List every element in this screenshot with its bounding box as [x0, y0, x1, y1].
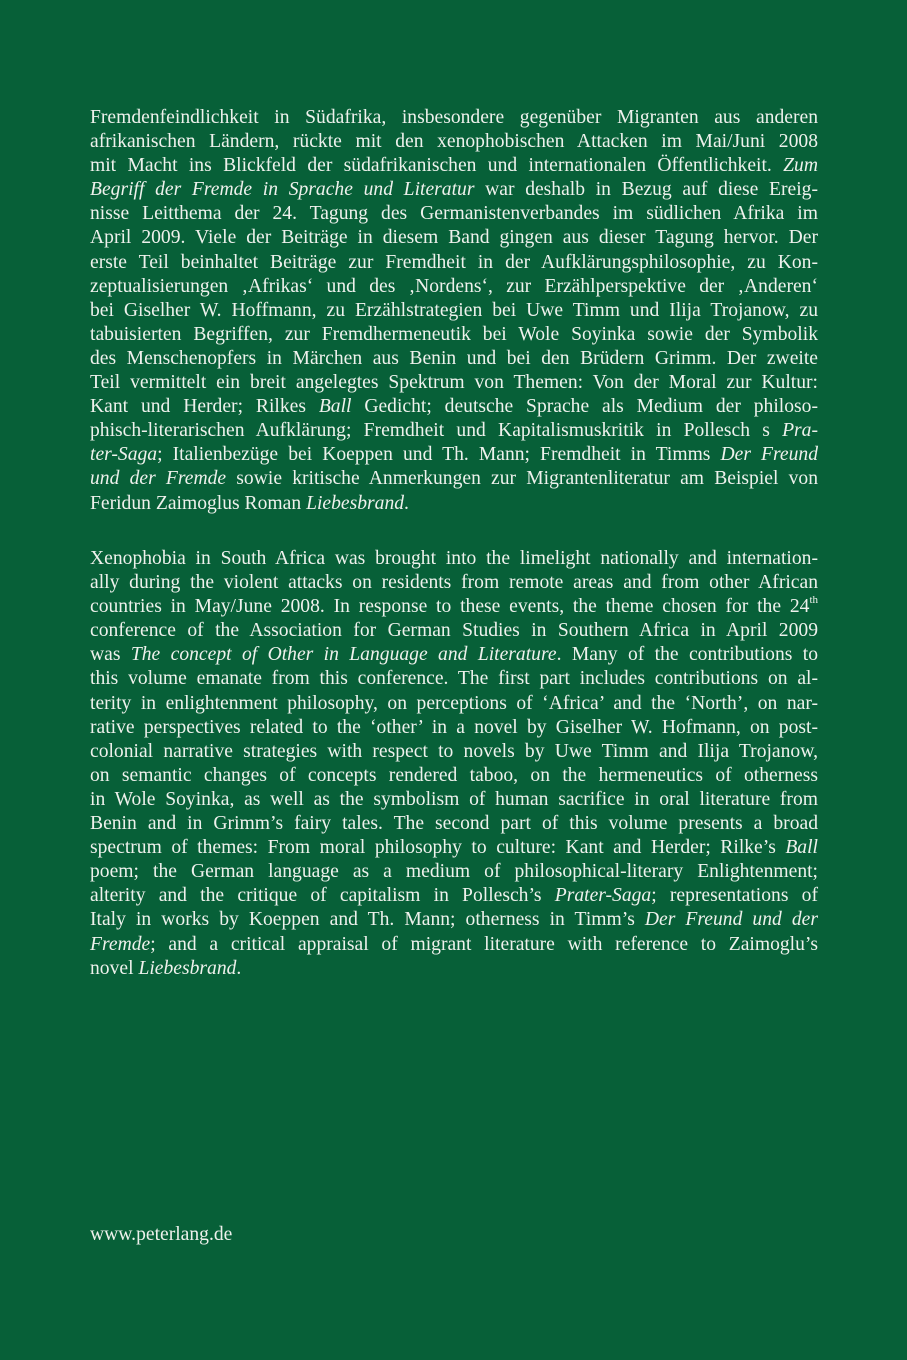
english-blurb-line: [90, 812, 818, 836]
german-blurb-line: [90, 251, 818, 275]
german-blurb-line: [90, 154, 818, 178]
text-run: ; representations of: [651, 885, 818, 907]
text-run: on semantic changes of concepts rendered taboo, on the hermeneutics of otherness: [90, 764, 818, 786]
text-run: Italy in works by Koeppen and Th. Mann; otherness in Timm’s: [90, 909, 645, 931]
english-blurb-line: [90, 908, 818, 932]
text-run: sowie kritische Anmerkungen zur Migrantenliteratur am Beispiel von: [226, 468, 819, 490]
text-run: .: [236, 957, 242, 979]
english-blurb: [90, 547, 818, 981]
text-run: .: [404, 492, 409, 514]
text-run: was: [90, 644, 131, 666]
text-run: Fremdenfeindlichkeit in Südafrika, insbesondere gegenüber Migranten aus anderen: [90, 107, 818, 128]
german-blurb-line: [90, 371, 818, 395]
english-blurb-line: [90, 836, 818, 860]
text-run: phisch-literarischen Aufklärung; Fremdheit und Kapitalismuskritik in Pollesch s: [90, 420, 783, 442]
text-run: alterity and the critique of capitalism in Pollesch’s: [90, 885, 555, 907]
text-run: this volume emanate from this conference. The first part includes contributions on al-: [90, 668, 818, 690]
text-run: ; Italienbezüge bei Koeppen und Th. Mann; Fremdheit in Timms: [157, 444, 721, 466]
italic-title: Fremde: [90, 933, 151, 955]
german-blurb: [90, 106, 818, 516]
text-run: spectrum of themes: From moral philosophy to culture: Kant and Herder; Rilke’s: [90, 837, 786, 859]
italic-title: und der Fremde: [90, 468, 227, 490]
italic-title: Liebesbrand: [138, 957, 237, 979]
text-run: . Many of the contributions to: [556, 644, 818, 666]
text-run: Benin and in Grimm’s fairy tales. The second part of this volume presents a broad: [90, 813, 818, 835]
english-blurb-line: [90, 595, 818, 619]
english-blurb-line: [90, 740, 818, 764]
text-run: Teil vermittelt ein breit angelegtes Spektrum von Themen: Von der Moral zur Kultur:: [90, 372, 818, 394]
english-blurb-line: [90, 764, 818, 788]
english-blurb-line: [90, 860, 818, 884]
english-blurb-line: [90, 547, 818, 571]
italic-title: Pra-: [782, 420, 818, 442]
english-blurb-line: [90, 716, 818, 740]
italic-title: The concept of Other in Language and Literature: [130, 644, 557, 666]
german-blurb-line: [90, 202, 818, 226]
text-run: in Wole Soyinka, as well as the symbolism of human sacrifice in oral literature from: [90, 788, 818, 810]
german-blurb-line: [90, 347, 818, 371]
text-run: April 2009. Viele der Beiträge in diesem Band gingen aus dieser Tagung hervor. Der: [90, 227, 818, 249]
text-run: ; and a critical appraisal of migrant literature with reference to Zaimoglu’s: [150, 933, 818, 955]
text-run: conference of the Association for German Studies in Southern Africa in April 2009: [90, 620, 818, 642]
english-blurb-line: [90, 957, 818, 981]
text-run: nisse Leitthema der 24. Tagung des Germanistenverbandes im südlichen Afrika im: [90, 203, 818, 225]
text-run: zeptualisierungen ‚Afrikas‘ und des ‚Nordens‘, zur Erzählperspektive der ‚Anderen‘: [90, 275, 818, 297]
superscript: th: [809, 593, 818, 606]
text-run: countries in May/June 2008. In response to these events, the theme chosen for the 24: [90, 596, 810, 618]
german-blurb-line: [90, 106, 818, 130]
english-blurb-line: [90, 643, 818, 667]
text-run: Xenophobia in South Africa was brought into the limelight nationally and internation-: [90, 548, 818, 569]
german-blurb-line: [90, 323, 818, 347]
german-blurb-line: [90, 492, 818, 516]
text-run: tabuisierten Begriffen, zur Fremdhermeneutik bei Wole Soyinka sowie der Symbolik: [90, 323, 818, 345]
german-blurb-line: [90, 419, 818, 443]
german-blurb-line: [90, 130, 818, 154]
german-blurb-line: [90, 178, 818, 202]
text-run: Feridun Zaimoglus Roman: [90, 492, 307, 514]
text-run: Gedicht; deutsche Sprache als Medium der philoso-: [351, 396, 818, 418]
italic-title: Ball: [318, 396, 352, 418]
english-blurb-line: [90, 884, 818, 908]
text-run: des Menschenopfers in Märchen aus Benin und bei den Brüdern Grimm. Der zweite: [90, 347, 818, 369]
text-run: novel: [90, 957, 139, 979]
text-run: rative perspectives related to the ‘other’ in a novel by Giselher W. Hofmann, on post-: [90, 716, 818, 738]
german-blurb-line: [90, 275, 818, 299]
text-run: war deshalb in Bezug auf diese Ereig-: [474, 179, 818, 201]
text-run: erste Teil beinhaltet Beiträge zur Fremdheit in der Aufklärungsphilosophie, zu Kon-: [90, 251, 818, 273]
italic-title: Der Freund: [720, 444, 819, 466]
german-blurb-line: [90, 443, 818, 467]
italic-title: Liebesbrand: [306, 492, 405, 514]
text-run: Kant und Herder; Rilkes: [90, 396, 319, 418]
italic-title: Begriff der Fremde in Sprache und Literatur: [90, 179, 475, 201]
text-run: poem; the German language as a medium of philosophical-literary Enlightenment;: [90, 861, 818, 883]
english-blurb-line: [90, 667, 818, 691]
text-run: bei Giselher W. Hoffmann, zu Erzählstrategien bei Uwe Timm und Ilija Trojanow, zu: [90, 299, 818, 321]
english-blurb-line: [90, 692, 818, 716]
italic-title: ter-Saga: [90, 444, 158, 466]
italic-title: Der Freund und der: [644, 909, 818, 931]
text-run: colonial narrative strategies with respect to novels by Uwe Timm and Ilija Trojanow,: [90, 740, 818, 762]
german-blurb-line: [90, 226, 818, 250]
english-blurb-line: [90, 619, 818, 643]
italic-title: Ball: [785, 837, 818, 859]
italic-title: Zum: [783, 155, 818, 177]
english-blurb-line: [90, 933, 818, 957]
text-run: afrikanischen Ländern, rückte mit den xenophobischen Attacken im Mai/Juni 2008: [90, 131, 818, 153]
text-run: terity in enlightenment philosophy, on perceptions of ‘Africa’ and the ‘North’, on nar-: [90, 692, 818, 714]
german-blurb-line: [90, 467, 818, 491]
text-run: ally during the violent attacks on residents from remote areas and from other African: [90, 572, 818, 594]
publisher-url: www.peterlang.de: [90, 1224, 233, 1245]
italic-title: Prater-Saga: [554, 885, 652, 907]
german-blurb-line: [90, 395, 818, 419]
text-run: mit Macht ins Blickfeld der südafrikanischen und internationalen Öffentlichkeit.: [90, 155, 784, 177]
english-blurb-line: [90, 571, 818, 595]
english-blurb-line: [90, 788, 818, 812]
german-blurb-line: [90, 299, 818, 323]
